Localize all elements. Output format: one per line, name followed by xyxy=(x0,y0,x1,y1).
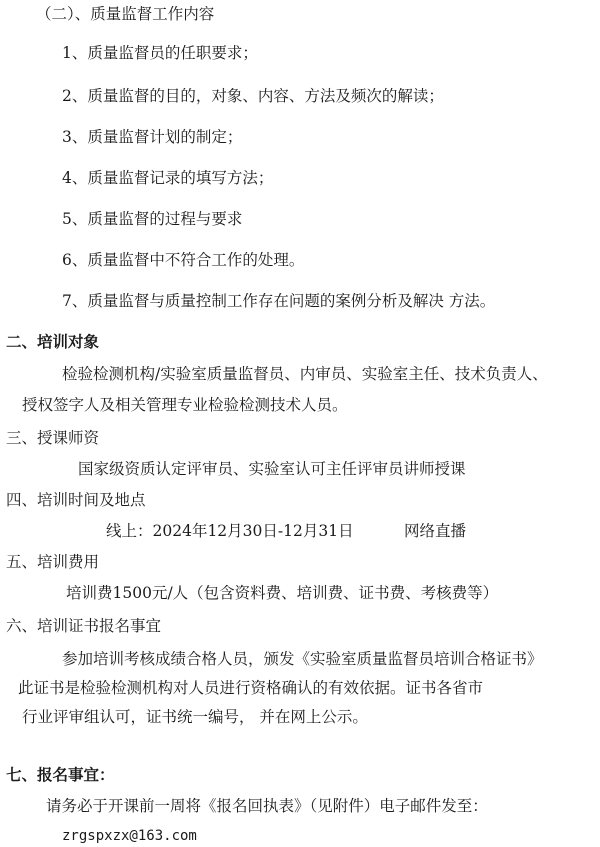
certificate-line-2: 此证书是检验检测机构对人员进行资格确认的有效依据。证书各省市 xyxy=(18,679,484,697)
training-target-line-2: 授权签字人及相关管理专业检验检测技术人员。 xyxy=(22,396,348,414)
section-heading-quality-supervision: （二）、质量监督工作内容 xyxy=(36,5,215,23)
certificate-line-3: 行业评审组认可，证书统一编号， 并在网上公示。 xyxy=(22,708,368,726)
section-heading-teachers: 三、授课师资 xyxy=(6,429,100,447)
section-heading-registration: 七、报名事宜： xyxy=(6,765,115,784)
list-item-3: 3、质量监督计划的制定； xyxy=(62,128,243,146)
list-item-1: 1、质量监督员的任职要求； xyxy=(62,44,258,62)
list-item-5: 5、质量监督的过程与要求 xyxy=(62,210,243,228)
list-item-2: 2、质量监督的目的，对象、内容、方法及频次的解读； xyxy=(62,87,444,105)
certificate-line-1: 参加培训考核成绩合格人员，颁发《实验室质量监督员培训合格证书》 xyxy=(62,650,543,668)
section-heading-training-target: 二、培训对象 xyxy=(6,332,100,351)
list-item-6: 6、质量监督中不符合工作的处理。 xyxy=(62,251,305,269)
section-heading-fee: 五、培训费用 xyxy=(6,553,100,571)
registration-text: 请务必于开课前一周将《报名回执表》（见附件）电子邮件发至： xyxy=(46,797,488,815)
training-date: 线上：2024年12月30日-12月31日 xyxy=(106,522,354,540)
list-item-7: 7、质量监督与质量控制工作存在问题的案例分析及解决 方法。 xyxy=(62,292,496,310)
list-item-4: 4、质量监督记录的填写方法； xyxy=(62,169,274,187)
registration-email: zrgspxzx@163.com xyxy=(62,828,197,844)
fee-text: 培训费1500元/人（包含资料费、培训费、证书费、考核费等） xyxy=(66,584,499,602)
training-mode: 网络直播 xyxy=(404,522,467,540)
section-heading-time-place: 四、培训时间及地点 xyxy=(6,491,146,509)
training-target-line-1: 检验检测机构/实验室质量监督员、内审员、实验室主任、技术负责人、 xyxy=(62,365,548,383)
teachers-text: 国家级资质认定评审员、实验室认可主任评审员讲师授课 xyxy=(78,460,466,478)
section-heading-certificate: 六、培训证书报名事宜 xyxy=(6,617,162,635)
